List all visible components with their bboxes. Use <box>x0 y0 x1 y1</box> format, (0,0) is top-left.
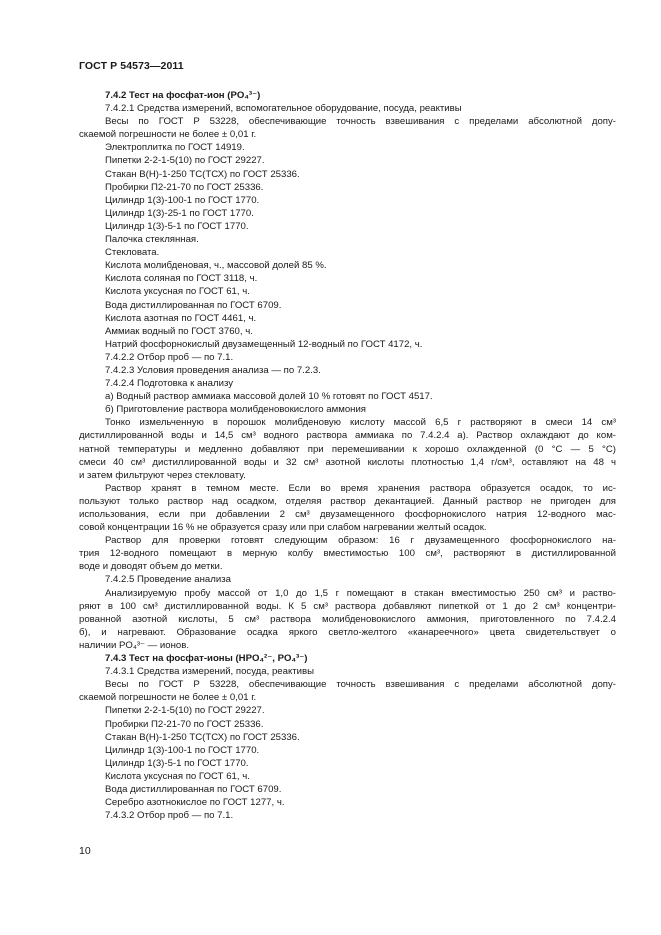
text-line: Цилиндр 1(3)-25-1 по ГОСТ 1770. <box>105 207 254 219</box>
text-line: Цилиндр 1(3)-5-1 по ГОСТ 1770. <box>105 757 249 769</box>
text-line: скаемой погрешности не более ± 0,01 г. <box>79 129 257 141</box>
text-line: Кислота азотная по ГОСТ 4461, ч. <box>105 312 257 324</box>
section-heading: 7.4.3 Тест на фосфат-ионы (HPO₄²⁻, PO₄³⁻) <box>105 653 308 665</box>
text-line: Палочка стеклянная. <box>105 234 199 246</box>
text-line: дистиллированной воды и 14,5 см³ водного раствора аммиака по 7.4.2.4 а). Раствор охлаждают до ком- <box>79 430 616 442</box>
text-line: Пипетки 2-2-1-5(10) по ГОСТ 29227. <box>105 705 265 717</box>
text-line: Вода дистиллированная по ГОСТ 6709. <box>105 299 282 311</box>
text-line: 7.4.2.4 Подготовка к анализу <box>105 378 234 390</box>
text-line: Пробирки П2-21-70 по ГОСТ 25336. <box>105 181 264 193</box>
text-line: Пробирки П2-21-70 по ГОСТ 25336. <box>105 718 264 730</box>
text-line: Стакан В(Н)-1-250 ТС(ТСХ) по ГОСТ 25336. <box>105 168 300 180</box>
text-line: Раствор для проверки готовят следующим образом: 16 г двузамещенного фосфорнокислого на- <box>105 535 616 547</box>
text-line: 7.4.2.3 Условия проведения анализа — по 7.2.3. <box>105 364 321 376</box>
text-line: Цилиндр 1(3)-100-1 по ГОСТ 1770. <box>105 744 260 756</box>
text-line: наличии PO₄³⁻ — ионов. <box>79 639 190 651</box>
text-line: 7.4.3.1 Средства измерений, посуда, реактивы <box>105 666 315 678</box>
text-line: совой концентрации 16 % не образуется сразу или при слабом нагревании желтый осадок. <box>79 522 487 534</box>
text-line: пользуют только раствор над осадком, отделяя раствор декантацией. Данный раствор не пригоден для <box>79 495 616 507</box>
text-line: ряют в 100 см³ дистиллированной воды. К 5 см³ раствора добавляют пипеткой от 1 до 2 см³ концентри- <box>79 600 616 612</box>
text-line: Электроплитка по ГОСТ 14919. <box>105 142 245 154</box>
text-line: а) Водный раствор аммиака массовой долей 10 % готовят по ГОСТ 4517. <box>105 391 433 403</box>
text-line: натной температуры и медленно добавляют при перемешивании к хорошо охлажденной (0 °С — 5 °С) <box>79 443 616 455</box>
text-line: смеси 40 см³ дистиллированной воды и 32 см³ азотной кислоты плотностью 1,4 г/см³, оставляют на 48 ч <box>79 456 616 468</box>
text-line: б) Приготовление раствора молибденовокислого аммония <box>105 404 367 416</box>
text-line: 7.4.2.1 Средства измерений, вспомогательное оборудование, посуда, реактивы <box>105 103 462 115</box>
text-line: Аммиак водный по ГОСТ 3760, ч. <box>105 325 253 337</box>
text-line: Кислота уксусная по ГОСТ 61, ч. <box>105 286 250 298</box>
text-line: Цилиндр 1(3)-100-1 по ГОСТ 1770. <box>105 194 260 206</box>
text-line: Натрий фосфорнокислый двузамещенный 12-водный по ГОСТ 4172, ч. <box>105 338 423 350</box>
text-line: и затем фильтруют через стекловату. <box>79 469 246 481</box>
text-line: рованной азотной кислоты, 5 см³ раствора молибденовокислого аммония, приготовленного по 7.4.2.4 <box>79 613 616 625</box>
text-line: Стакан В(Н)-1-250 ТС(ТСХ) по ГОСТ 25336. <box>105 731 300 743</box>
text-line: Цилиндр 1(3)-5-1 по ГОСТ 1770. <box>105 220 249 232</box>
text-line: Кислота соляная по ГОСТ 3118, ч. <box>105 273 258 285</box>
document-body <box>79 89 616 822</box>
text-line: Серебро азотнокислое по ГОСТ 1277, ч. <box>105 797 285 809</box>
text-line: Тонко измельченную в порошок молибденовую кислоту массой 6,5 г растворяют в смеси 14 см³ <box>105 417 616 429</box>
text-line: Вода дистиллированная по ГОСТ 6709. <box>105 783 282 795</box>
text-line: Кислота уксусная по ГОСТ 61, ч. <box>105 770 250 782</box>
text-line: Раствор хранят в темном месте. Если во время хранения раствора образуется осадок, то ис- <box>105 482 616 494</box>
text-line: трия 12-водного помещают в мерную колбу вместимостью 100 см³, растворяют в дистиллированной <box>79 548 616 560</box>
document-header: ГОСТ Р 54573—2011 <box>79 60 184 72</box>
text-line: скаемой погрешности не более ± 0,01 г. <box>79 692 257 704</box>
text-line: 7.4.3.2 Отбор проб — по 7.1. <box>105 810 234 822</box>
text-line: воде и доводят объем до метки. <box>79 561 223 573</box>
text-line: Кислота молибденовая, ч., массовой долей 85 %. <box>105 260 327 272</box>
text-line: Стекловата. <box>105 247 160 259</box>
text-line: б), и нагревают. Образование осадка яркого светло-желтого «канареечного» цвета свидетельствует о <box>79 626 616 638</box>
text-line: Весы по ГОСТ Р 53228, обеспечивающие точность взвешивания с пределами абсолютной допу- <box>105 679 616 691</box>
page-number: 10 <box>79 845 91 857</box>
text-line: Анализируемую пробу массой от 1,0 до 1,5 г помещают в стакан вместимостью 250 см³ и раство- <box>105 587 616 599</box>
text-line: 7.4.2.5 Проведение анализа <box>105 574 231 586</box>
text-line: Пипетки 2-2-1-5(10) по ГОСТ 29227. <box>105 155 265 167</box>
text-line: Весы по ГОСТ Р 53228, обеспечивающие точность взвешивания с пределами абсолютной допу- <box>105 116 616 128</box>
text-line: использования, если при добавлении 2 см³ двузамещенного фосфорнокислого натрия 12-водного мас- <box>79 509 616 520</box>
section-heading: 7.4.2 Тест на фосфат-ион (PO₄³⁻) <box>105 90 261 101</box>
text-line: 7.4.2.2 Отбор проб — по 7.1. <box>105 351 234 363</box>
